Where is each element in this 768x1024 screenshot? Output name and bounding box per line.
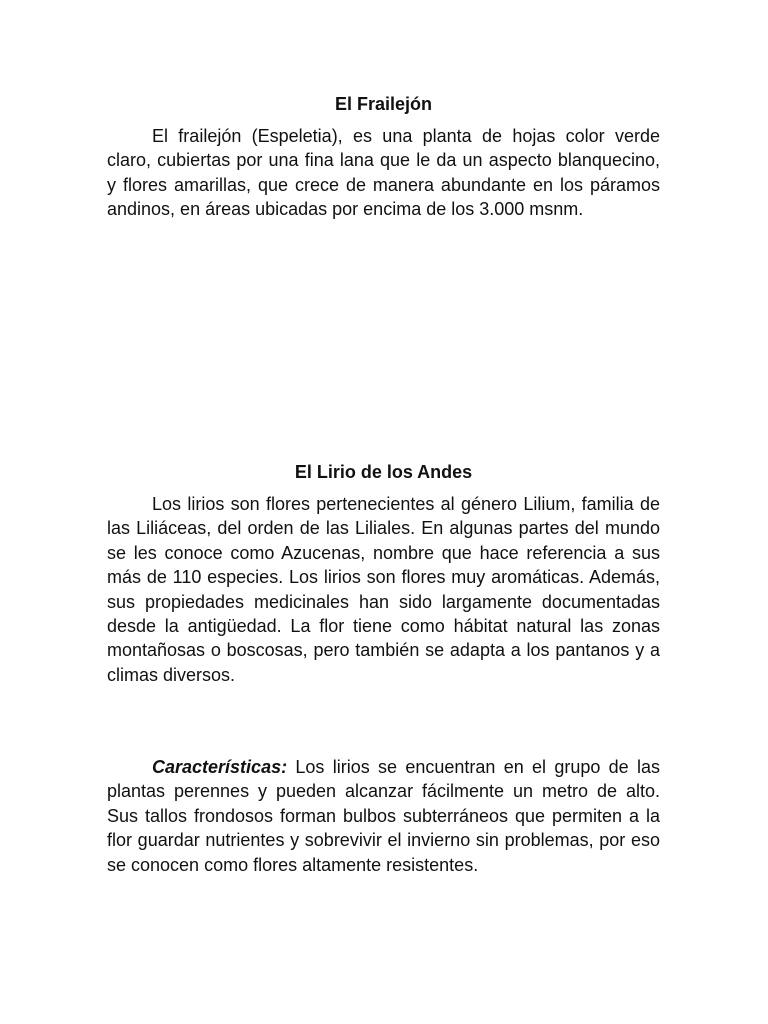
paragraph-caracteristicas — [107, 755, 660, 877]
section-lirio — [107, 461, 660, 687]
caracteristicas-label: Características: — [152, 757, 288, 777]
section-caracteristicas — [107, 755, 660, 877]
section-title-frailejon: El Frailejón — [334, 94, 433, 114]
paragraph-lirio: Los lirios son flores pertenecientes al género Lilium, familia de las Liliáceas, del orden de las Liliales. En algunas partes del mundo se les conoce como Azucenas, nombre que hace referencia a sus más de 110 especies. Los lirios son flores muy aromáticas. Además, sus propiedades medicinales han sido largamente documentadas desde la antigüedad. La flor tiene como hábitat natural las zonas montañosas o boscosas, pero también se adapta a los pantanos y a climas diversos. — [107, 494, 660, 685]
section-title-lirio: El Lirio de los Andes — [294, 462, 473, 482]
section-frailejon — [107, 93, 660, 222]
paragraph-frailejon: El frailejón (Espeletia), es una planta de hojas color verde claro, cubiertas por una fina lana que le da un aspecto blanquecino, y flores amarillas, que crece de manera abundante en los páramos andinos, en áreas ubicadas por encima de los 3.000 msnm. — [107, 126, 660, 220]
caracteristicas-text: Los lirios se encuentran en el grupo de las plantas perennes y pueden alcanzar fácilmente un metro de alto. Sus tallos frondosos forman bulbos subterráneos que permiten a la flor guardar nutrientes y sobrevivir el invierno sin problemas, por eso se conocen como flores altamente resistentes. — [107, 757, 660, 875]
